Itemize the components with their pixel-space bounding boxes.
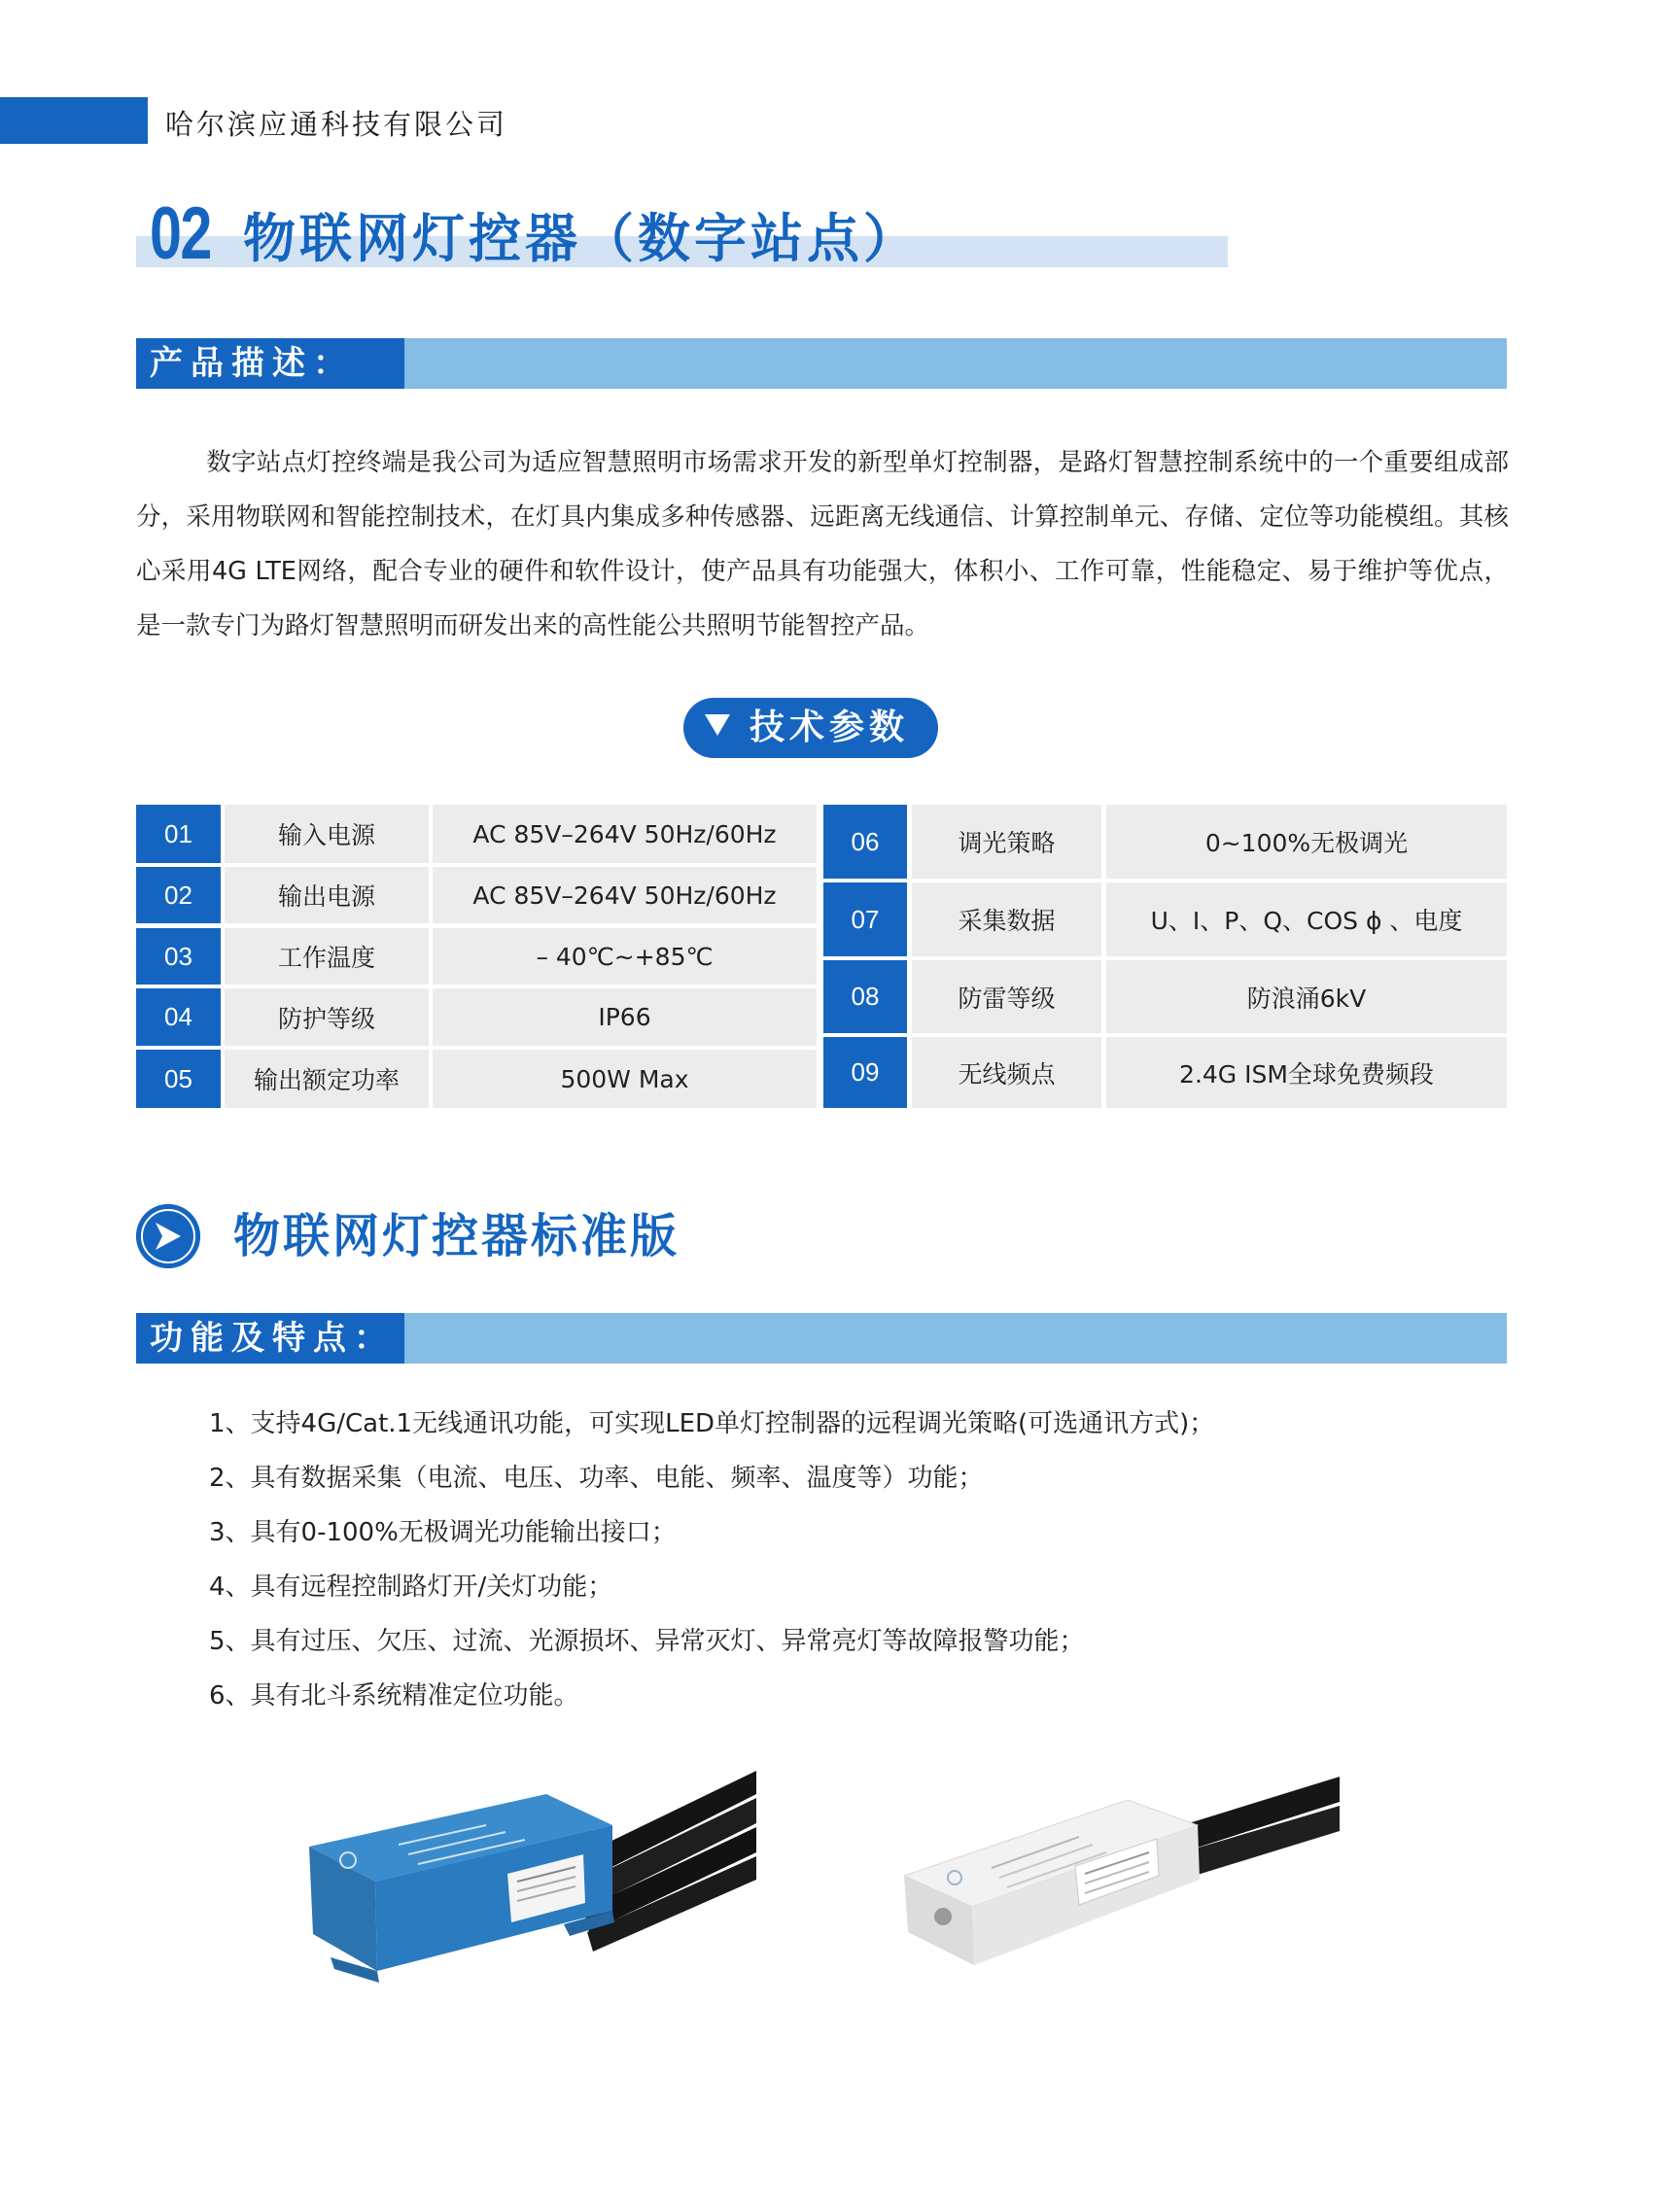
spec-value: 0~100%无极调光	[1106, 805, 1507, 879]
feature-item: 5、具有过压、欠压、过流、光源损坏、异常灭灯、异常亮灯等故障报警功能；	[209, 1627, 1085, 1656]
spec-num: 09	[823, 1037, 907, 1108]
triangle-down-icon	[705, 714, 730, 736]
spec-name: 输出电源	[225, 867, 429, 923]
connector-hole	[934, 1908, 952, 1925]
features-label: 功能及特点：	[136, 1313, 404, 1364]
spec-name: 输入电源	[225, 805, 429, 863]
spec-num: 04	[136, 988, 221, 1046]
standard-edition-title: 物联网灯控器标准版	[233, 1209, 680, 1263]
spec-num: 05	[136, 1050, 221, 1108]
tech-params-label: 技术参数	[750, 708, 910, 747]
feature-item: 1、支持4G/Cat.1无线通讯功能，可实现LED单灯控制器的远程调光策略(可选通讯方式)；	[209, 1409, 1215, 1438]
description-body: 数字站点灯控终端是我公司为适应智慧照明市场需求开发的新型单灯控制器，是路灯智慧控制系统中的一个重要组成部分，采用物联网和智能控制技术，在灯具内集成多种传感器、远距离无线通信、计算控制单元、存储、定位等功能模组。其核心采用4G LTE网络，配合专业的硬件和软件设计，使产品具有功能强大，体积小、工作可靠，性能稳定、易于维护等优点，是一款专门为路灯智慧照明而研发出来的高性能公共照明节能智控产品。	[136, 448, 1509, 640]
description-label: 产品描述：	[136, 338, 404, 389]
spec-value: AC 85V–264V 50Hz/60Hz	[433, 867, 817, 923]
spec-num: 08	[823, 960, 907, 1033]
chevron-right-icon	[136, 1204, 200, 1268]
spec-name: 防雷等级	[912, 960, 1101, 1033]
description-text	[136, 435, 1509, 653]
spec-name: 采集数据	[912, 882, 1101, 956]
section-number: 02	[150, 192, 211, 275]
features-header-bar	[136, 1313, 1507, 1364]
spec-value: 500W Max	[433, 1050, 817, 1108]
cables	[1176, 1777, 1340, 1878]
spec-value: U、I、P、Q、COS ϕ 、电度	[1106, 882, 1507, 956]
spec-value: AC 85V–264V 50Hz/60Hz	[433, 805, 817, 863]
spec-num: 07	[823, 882, 907, 956]
white-controller-photo	[885, 1759, 1351, 1983]
spec-name: 调光策略	[912, 805, 1101, 879]
description-header-bar	[136, 338, 1507, 389]
spec-num: 02	[136, 867, 221, 923]
brand-bar	[0, 97, 148, 144]
feature-item: 4、具有远程控制路灯开/关灯功能；	[209, 1573, 613, 1602]
spec-name: 无线频点	[912, 1037, 1101, 1108]
company-name: 哈尔滨应通科技有限公司	[165, 108, 508, 141]
spec-name: 防护等级	[225, 988, 429, 1046]
spec-value: 防浪涌6kV	[1106, 960, 1507, 1033]
feature-item: 3、具有0-100%无极调光功能输出接口；	[209, 1518, 677, 1547]
blue-controller-photo	[292, 1767, 778, 2010]
feature-item: 2、具有数据采集（电流、电压、功率、电能、频率、温度等）功能；	[209, 1464, 984, 1493]
feature-item: 6、具有北斗系统精准定位功能。	[209, 1681, 579, 1711]
spec-value: IP66	[433, 988, 817, 1046]
spec-name: 工作温度	[225, 928, 429, 985]
spec-value: 2.4G ISM全球免费频段	[1106, 1037, 1507, 1108]
features-list	[209, 1397, 1214, 1723]
spec-num: 03	[136, 928, 221, 985]
section-title: 物联网灯控器（数字站点）	[243, 208, 920, 269]
spec-num: 06	[823, 805, 907, 879]
spec-value: – 40℃~+85℃	[433, 928, 817, 985]
spec-name: 输出额定功率	[225, 1050, 429, 1108]
tech-params-pill	[683, 698, 938, 758]
spec-num: 01	[136, 805, 221, 863]
